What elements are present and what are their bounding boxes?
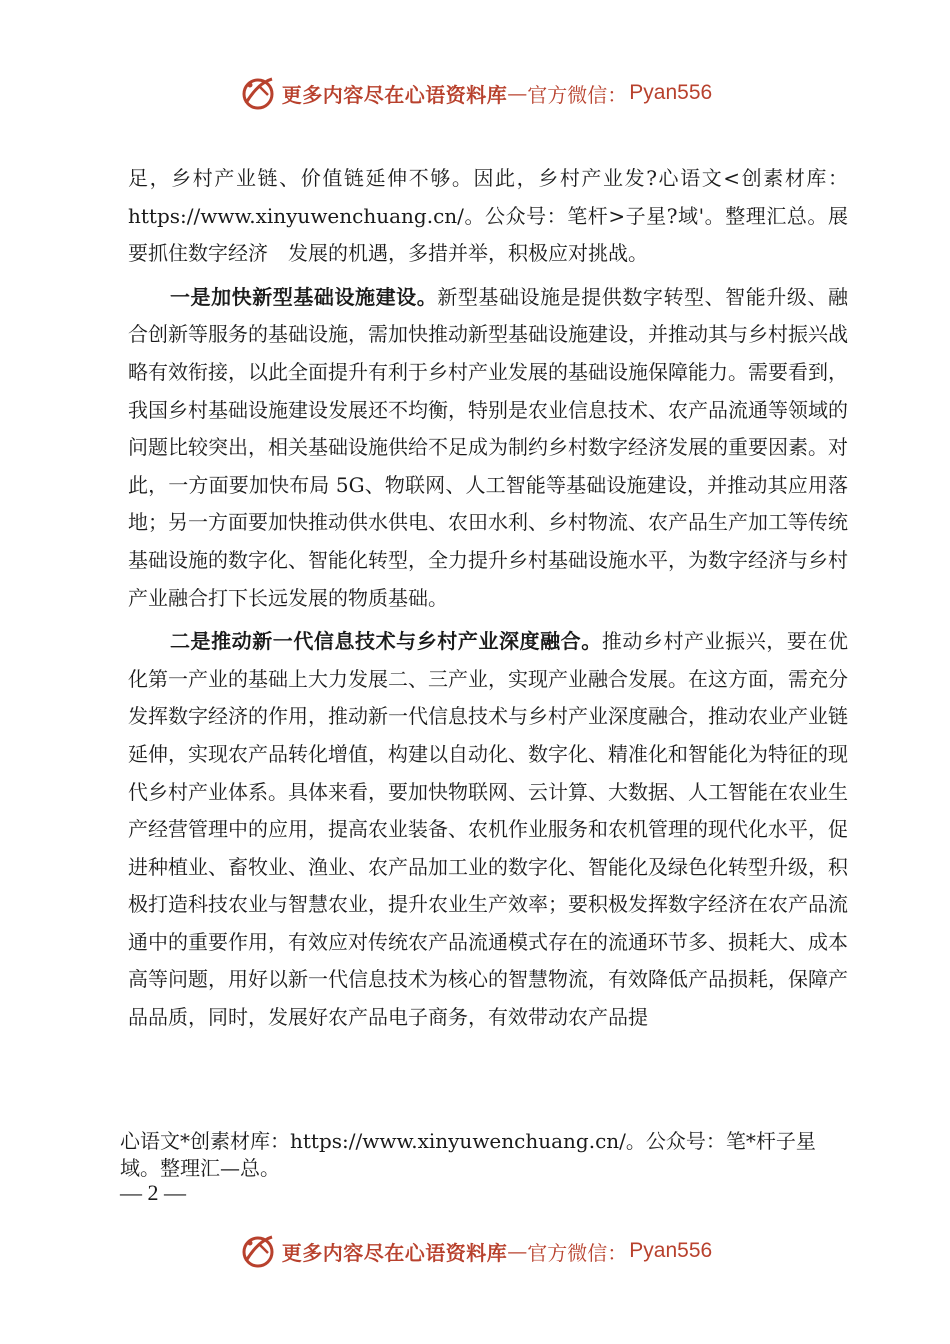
paragraph-2-text: 新型基础设施是提供数字转型、智能升级、融合创新等服务的基础设施，需加快推动新型基础设施建设，并推动其与乡村振兴战略有效衔接，以此全面提升有利于乡村产业发展的基础设施保障能力。需要看到，我国乡村基础设施建设发展还不均衡，特别是农业信息技术、农产品流通等领域的问题比较突出，相关基础设施供给不足成为制约乡村数字经济发展的重要因素。对此，一方面要加快布局 5G、物联网、人工智能等基础设施建设，并推动其应用落地；另一方面要加快推动供水供电、农田水利、乡村物流、农产品生产加工等传统基础设施的数字化、智能化转型，全力提升乡村基础设施水平，为数字经济与乡村产业融合打下长远发展的物质基础。 [128, 284, 848, 610]
banner-brand-text: 更多内容尽在心语资料库 [281, 82, 508, 107]
banner-brand-text: 更多内容尽在心语资料库 [281, 1240, 508, 1265]
paragraph-3 [128, 623, 848, 1037]
banner-dash: — [507, 81, 528, 105]
banner-dash: — [507, 1239, 528, 1263]
paragraph-1: 足，乡村产业链、价值链延伸不够。因此，乡村产业发?心语文<创素材库：https://www.xinyuwenchuang.cn/。公众号：笔杆>子星?域'。整理汇总。展要抓住数字经济 发展的机遇，多措并举，积极应对挑战。 [128, 166, 848, 266]
paragraph-3-heading: 二是推动新一代信息技术与乡村产业深度融合。 [170, 629, 602, 654]
banner-wechat-label: 官方微信： [527, 1240, 628, 1265]
paragraph-2 [128, 279, 848, 617]
banner-wechat-id: Pyan556 [629, 1239, 713, 1262]
page-number: — 2 — [120, 1180, 186, 1205]
footer-note: 心语文*创素材库：https://www.xinyuwenchuang.cn/。公众号：笔*杆子星域。整理汇—总。 [120, 1129, 816, 1180]
pen-circle-logo-icon [238, 1231, 278, 1271]
paragraph-3-text: 推动乡村产业振兴，要在优化第一产业的基础上大力发展二、三产业，实现产业融合发展。在这方面，需充分发挥数字经济的作用，推动新一代信息技术与乡村产业深度融合，推动农业产业链延伸，实现农产品转化增值，构建以自动化、数字化、精准化和智能化为特征的现代乡村产业体系。具体来看，要加快物联网、云计算、大数据、人工智能在农业生产经营管理中的应用，提高农业装备、农机作业服务和农机管理的现代化水平，促进种植业、畜牧业、渔业、农产品加工业的数字化、智能化及绿色化转型升级，积极打造科技农业与智慧农业，提升农业生产效率；要积极发挥数字经济在农产品流通中的重要作用，有效应对传统农产品流通模式存在的流通环节多、损耗大、成本高等问题，用好以新一代信息技术为核心的智慧物流，有效降低产品损耗，保障产品品质，同时，发展好农产品电子商务，有效带动农产品提 [128, 629, 848, 1030]
footer-banner [0, 1228, 950, 1274]
banner-wechat-label: 官方微信： [527, 82, 628, 107]
banner-wechat-id: Pyan556 [629, 81, 713, 104]
document-body [128, 160, 848, 1037]
pen-circle-logo-icon [238, 73, 278, 113]
header-banner [0, 70, 950, 116]
paragraph-2-heading: 一是加快新型基础设施建设。 [170, 284, 438, 309]
